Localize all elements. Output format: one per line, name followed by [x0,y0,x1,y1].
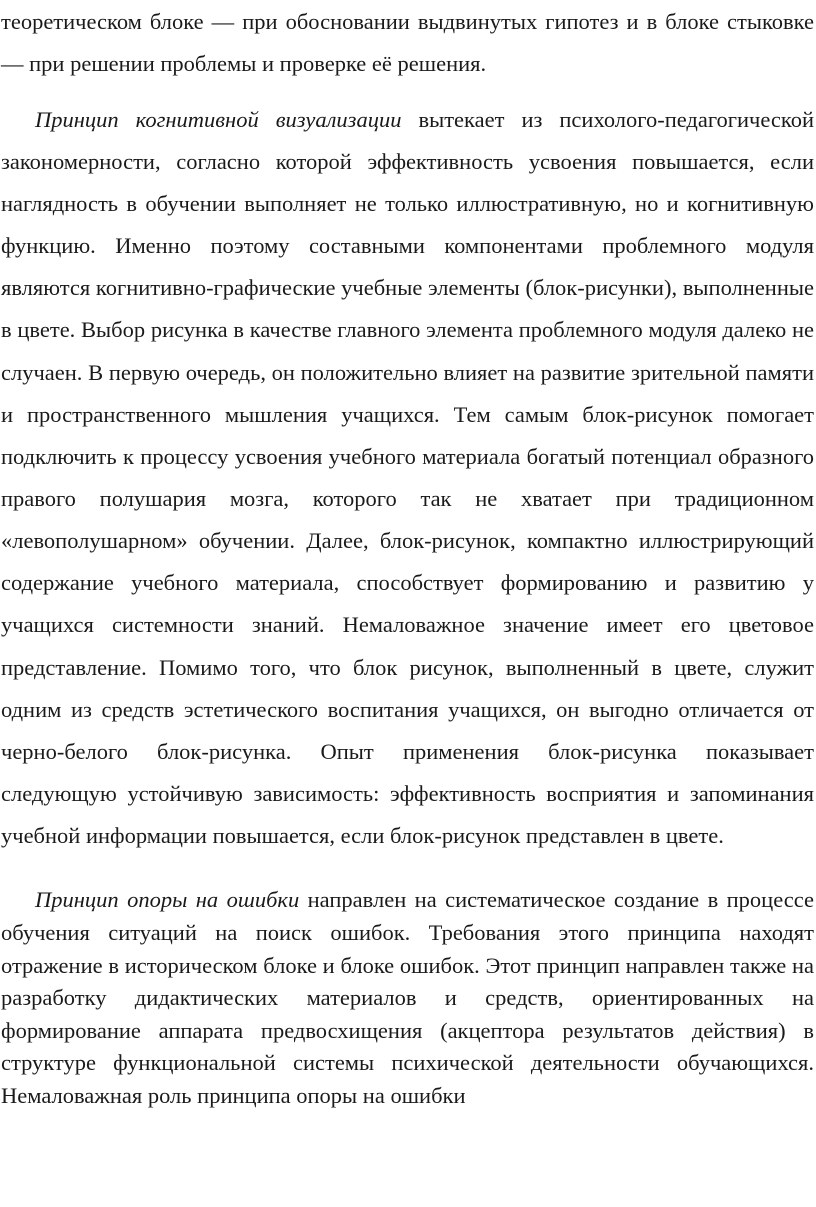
paragraph-continuation [1,1,814,85]
paragraph-text: теоретическом блоке — при обосновании выдвинутых гипотез и в блоке стыковке — при решении проблемы и проверке её решения. [1,9,814,76]
paragraph-cognitive-visualization [1,99,814,858]
principle-term: Принцип когнитивной визуализации [35,106,402,132]
paragraph-error-reliance [1,884,814,1112]
paragraph-text: вытекает из психолого-педагогической закономерности, согласно которой эффективность усвоения повышается, если наглядность в обучении выполняет не только иллюстративную, но и когнитивную функцию. Именно поэтому составными компонентами проблемного модуля являются когнитивно-графические учебные элементы (блок-рисунки), выполненные в цвете. Выбор рисунка в качестве главного элемента проблемного модуля далеко не случаен. В первую очередь, он положительно влияет на развитие зрительной памяти и пространственного мышления учащихся. Тем самым блок-рисунок помогает подключить к процессу усвоения учебного материала богатый потенциал образного правого полушария мозга, которого так не хватает при традиционном «левополушарном» обучении. Далее, блок-рисунок, компактно иллюстрирующий содержание учебного материала, способствует формированию и развитию у учащихся системности знаний. Немаловажное значение имеет его цветовое представление. Помимо того, что блок рисунок, выполненный в цвете, служит одним из средств эстетического воспитания учащихся, он выгодно отличается от черно-белого блок-рисунка. Опыт применения блок-рисунка показывает следующую устойчивую зависимость: эффективность восприятия и запоминания учебной информации повышается, если блок-рисунок представлен в цвете. [1,106,814,849]
paragraph-text: направлен на систематическое создание в процессе обучения ситуаций на поиск ошибок. Требования этого принципа находят отражение в историческом блоке и блоке ошибок. Этот принцип направлен также на разработку дидактических материалов и средств, ориентированных на формирование аппарата предвосхищения (акцептора результатов действия) в структуре функциональной системы психической деятельности обучающихся. Немаловажная роль принципа опоры на ошибки [1,887,814,1108]
principle-term: Принцип опоры на ошибки [35,887,300,913]
